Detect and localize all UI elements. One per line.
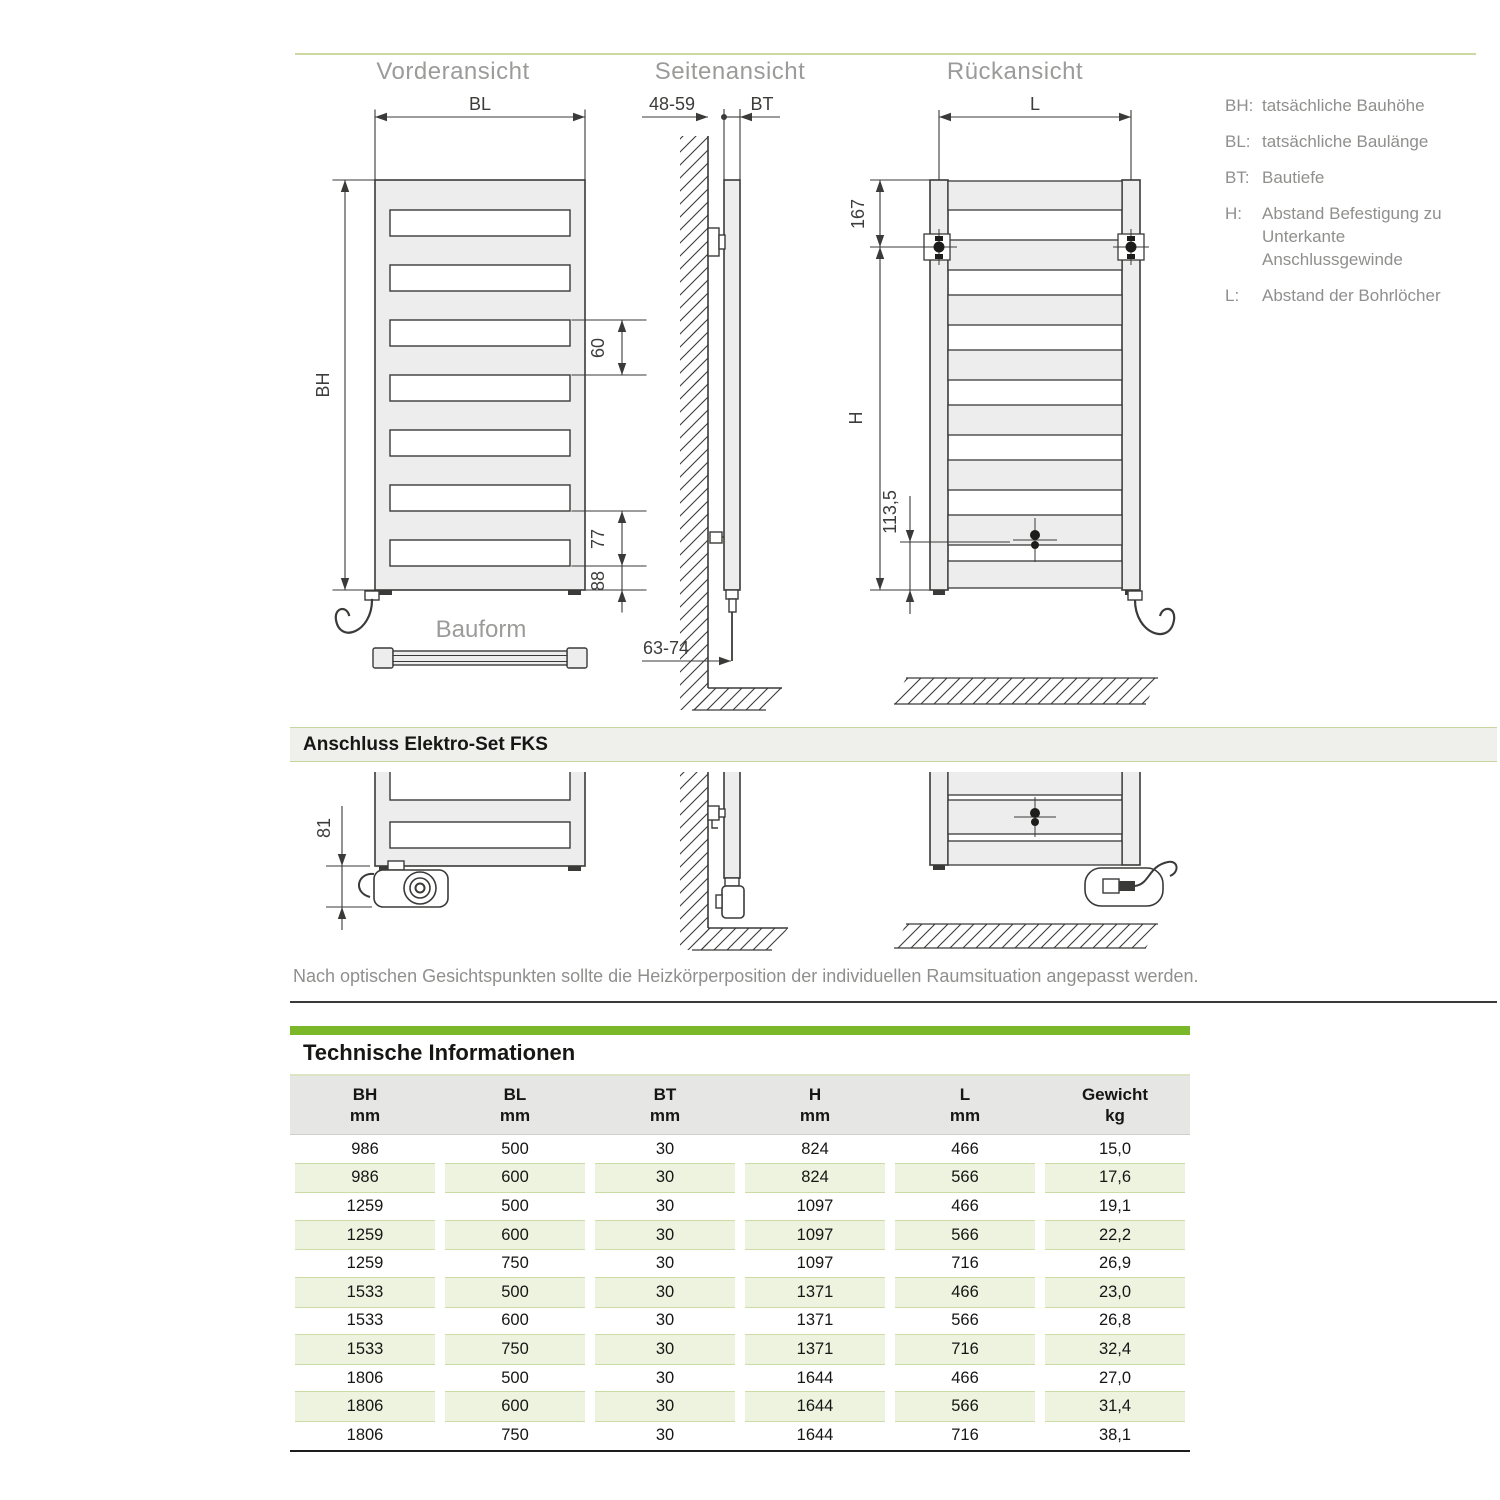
table-cell: 1259 xyxy=(346,1254,384,1273)
legend-key: BL: xyxy=(1225,131,1251,151)
spec-table xyxy=(290,1074,1190,1452)
dimension-legend xyxy=(1225,95,1495,321)
dim-label-81: 81 xyxy=(314,817,334,839)
dim-label-l: L xyxy=(1029,94,1041,114)
legend-text: Abstand der Bohrlöcher xyxy=(1262,285,1441,305)
col-header-bh: BH mm xyxy=(290,1075,440,1135)
positioning-note: Nach optischen Gesichtspunkten sollte die Heizkörperposition der individuellen Raumsituation angepasst werden. xyxy=(293,966,1199,986)
table-cell: 600 xyxy=(440,1164,590,1193)
table-row xyxy=(290,1278,1190,1307)
legend-item-bl xyxy=(1225,131,1495,154)
elektro-side-fragment xyxy=(680,750,788,950)
table-cell: 32,4 xyxy=(1040,1335,1190,1364)
elektro-section-banner: Anschluss Elektro-Set FKS xyxy=(290,727,1497,762)
table-cell: 600 xyxy=(440,1392,590,1421)
table-cell: 500 xyxy=(501,1139,529,1158)
table-cell: 26,9 xyxy=(1098,1254,1132,1273)
col-header-h: H mm xyxy=(740,1075,890,1135)
legend-text: tatsächliche Bauhöhe xyxy=(1262,96,1425,115)
table-cell: 23,0 xyxy=(1040,1278,1190,1307)
table-cell: 600 xyxy=(440,1221,590,1250)
side-view-drawing xyxy=(642,94,782,710)
side-view-title: Seitenansicht xyxy=(654,58,806,85)
dim-label-60: 60 xyxy=(588,337,608,359)
bauform-label: Bauform xyxy=(435,616,527,643)
legend-text: Bautiefe xyxy=(1262,167,1325,187)
table-cell: 1371 xyxy=(796,1311,834,1330)
table-cell: 824 xyxy=(801,1139,829,1158)
legend-text: tatsächliche Baulänge xyxy=(1262,131,1429,151)
elektro-rear-fragment xyxy=(894,750,1177,948)
table-cell: 986 xyxy=(290,1164,440,1193)
table-cell: 1644 xyxy=(796,1368,834,1387)
table-row xyxy=(290,1421,1190,1451)
table-cell: 986 xyxy=(351,1139,379,1158)
table-cell: 30 xyxy=(655,1311,675,1330)
legend-key: H: xyxy=(1225,203,1242,223)
table-row xyxy=(290,1135,1190,1164)
table-cell: 1644 xyxy=(740,1392,890,1421)
table-cell: 22,2 xyxy=(1040,1221,1190,1250)
table-cell: 17,6 xyxy=(1040,1164,1190,1193)
table-cell: 566 xyxy=(951,1311,979,1330)
table-cell: 466 xyxy=(951,1368,979,1387)
table-title: Technische Informationen xyxy=(303,1040,576,1065)
col-header-gewicht: Gewicht kg xyxy=(1040,1075,1190,1135)
legend-key: BH: xyxy=(1225,96,1254,115)
table-row xyxy=(290,1307,1190,1336)
table-cell: 716 xyxy=(951,1425,979,1444)
table-cell: 716 xyxy=(951,1254,979,1273)
table-cell: 466 xyxy=(951,1196,979,1215)
table-row xyxy=(290,1164,1190,1193)
legend-key: L: xyxy=(1225,285,1240,305)
table-cell: 38,1 xyxy=(1098,1425,1132,1444)
front-view-title: Vorderansicht xyxy=(376,58,530,85)
table-cell: 500 xyxy=(440,1278,590,1307)
dim-label-bh: BH xyxy=(313,372,333,398)
col-header-bl: BL mm xyxy=(440,1075,590,1135)
rear-view-title: Rückansicht xyxy=(946,58,1084,85)
table-cell: 1097 xyxy=(796,1254,834,1273)
dim-label-167: 167 xyxy=(848,198,868,230)
dim-label-h: H xyxy=(846,411,866,425)
dim-label-113: 113,5 xyxy=(880,490,900,534)
section-divider-line xyxy=(290,1001,1497,1003)
dim-label-bl: BL xyxy=(468,94,492,114)
spec-table-header xyxy=(290,1075,1190,1135)
table-cell: 30 xyxy=(655,1196,675,1215)
table-cell: 30 xyxy=(590,1278,740,1307)
dim-label-bt: BT xyxy=(750,94,774,114)
table-cell: 716 xyxy=(890,1335,1040,1364)
table-cell: 750 xyxy=(501,1425,529,1444)
table-cell: 600 xyxy=(501,1311,529,1330)
dim-label-88: 88 xyxy=(588,570,608,592)
table-cell: 1806 xyxy=(346,1425,384,1444)
table-row xyxy=(290,1335,1190,1364)
table-cell: 1259 xyxy=(290,1221,440,1250)
table-cell: 1806 xyxy=(290,1392,440,1421)
table-cell: 750 xyxy=(501,1254,529,1273)
table-cell: 1533 xyxy=(290,1335,440,1364)
table-cell: 1097 xyxy=(740,1221,890,1250)
table-cell: 30 xyxy=(655,1368,675,1387)
legend-item-bh xyxy=(1225,95,1495,118)
table-cell: 566 xyxy=(890,1164,1040,1193)
table-cell: 30 xyxy=(590,1392,740,1421)
legend-key: BT: xyxy=(1225,167,1250,187)
table-cell: 1097 xyxy=(796,1196,834,1215)
table-cell: 566 xyxy=(890,1392,1040,1421)
legend-text: Abstand Befestigung zu Unterkante Anschlussgewinde xyxy=(1262,203,1442,269)
table-cell: 30 xyxy=(655,1139,675,1158)
table-cell: 566 xyxy=(890,1221,1040,1250)
accent-green-bar xyxy=(290,1026,1190,1035)
table-cell: 1371 xyxy=(740,1335,890,1364)
table-cell: 824 xyxy=(740,1164,890,1193)
table-cell: 1806 xyxy=(346,1368,384,1387)
dim-label-77: 77 xyxy=(588,528,608,550)
table-row xyxy=(290,1221,1190,1250)
table-cell: 30 xyxy=(590,1335,740,1364)
table-cell: 27,0 xyxy=(1098,1368,1132,1387)
elektro-front-fragment xyxy=(314,745,585,930)
legend-item-bt xyxy=(1225,167,1495,190)
table-row xyxy=(290,1364,1190,1393)
table-cell: 500 xyxy=(501,1196,529,1215)
table-cell: 466 xyxy=(951,1139,979,1158)
table-cell: 30 xyxy=(655,1425,675,1444)
col-header-bt: BT mm xyxy=(590,1075,740,1135)
table-cell: 466 xyxy=(890,1278,1040,1307)
dim-label-wall-gap: 48-59 xyxy=(648,94,696,114)
table-cell: 31,4 xyxy=(1040,1392,1190,1421)
table-cell: 1259 xyxy=(346,1196,384,1215)
col-header-l: L mm xyxy=(890,1075,1040,1135)
front-view-drawing xyxy=(313,94,646,668)
table-cell: 750 xyxy=(440,1335,590,1364)
table-cell: 30 xyxy=(590,1221,740,1250)
table-cell: 26,8 xyxy=(1098,1311,1132,1330)
table-row xyxy=(290,1392,1190,1421)
table-cell: 30 xyxy=(590,1164,740,1193)
legend-item-h xyxy=(1225,203,1495,272)
table-cell: 1533 xyxy=(290,1278,440,1307)
table-row xyxy=(290,1249,1190,1278)
table-cell: 15,0 xyxy=(1098,1139,1132,1158)
rear-view-drawing xyxy=(846,94,1174,704)
dim-label-floor-gap: 63-74 xyxy=(642,638,690,658)
legend-item-l xyxy=(1225,285,1495,308)
table-cell: 30 xyxy=(655,1254,675,1273)
table-row xyxy=(290,1192,1190,1221)
table-cell: 1644 xyxy=(796,1425,834,1444)
table-cell: 19,1 xyxy=(1098,1196,1132,1215)
table-cell: 500 xyxy=(501,1368,529,1387)
table-cell: 1533 xyxy=(346,1311,384,1330)
table-cell: 1371 xyxy=(740,1278,890,1307)
